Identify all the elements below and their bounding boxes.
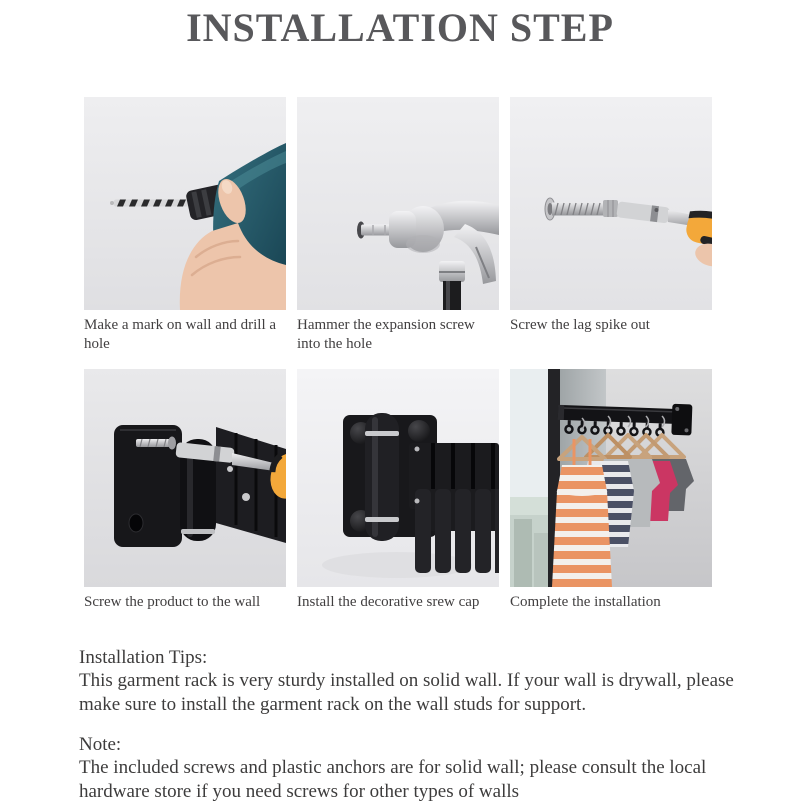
step-5-caption: Install the decorative srew cap bbox=[297, 594, 480, 610]
window bbox=[510, 369, 560, 587]
step-3-caption: Screw the lag spike out bbox=[510, 317, 650, 333]
step-2-caption: Hammer the expansion screw into the hole bbox=[297, 317, 475, 352]
hinge-icon bbox=[365, 413, 399, 541]
step-4-photo bbox=[84, 369, 286, 587]
note-body: The included screws and plastic anchors are for solid wall; please consult the local hardware store if you need screws for other types of walls bbox=[79, 757, 707, 802]
step-4-caption: Screw the product to the wall bbox=[84, 594, 261, 610]
step-6-caption: Complete the installation bbox=[510, 594, 661, 610]
step-5 bbox=[297, 369, 499, 646]
screwdriver-lag-spike-illustration bbox=[510, 97, 712, 310]
step-6-photo bbox=[510, 369, 712, 587]
hammer-expansion-screw-illustration bbox=[297, 97, 499, 310]
tips-heading: Installation Tips: bbox=[79, 647, 208, 668]
tips-body: This garment rack is very sturdy installed on solid wall. If your wall is drywall, please make sure to install the garment rack on the wall studs for support. bbox=[79, 670, 734, 715]
page-title: INSTALLATION STEP bbox=[186, 5, 614, 50]
screwing-bracket-illustration bbox=[84, 369, 286, 587]
hand-drilling-wall-illustration bbox=[84, 97, 286, 310]
note-heading: Note: bbox=[79, 734, 122, 755]
step-3 bbox=[510, 97, 712, 369]
installation-tips bbox=[79, 646, 739, 716]
step-4 bbox=[84, 369, 286, 646]
step-2 bbox=[297, 97, 499, 369]
step-2-photo bbox=[297, 97, 499, 310]
step-5-photo bbox=[297, 369, 499, 587]
step-6 bbox=[510, 369, 712, 646]
step-1 bbox=[84, 97, 286, 369]
step-1-photo bbox=[84, 97, 286, 310]
note-section bbox=[79, 733, 739, 803]
installed-rack-illustration bbox=[510, 369, 712, 587]
drill-bit-icon bbox=[114, 200, 189, 207]
step-3-photo bbox=[510, 97, 712, 310]
decorative-cap-illustration bbox=[297, 369, 499, 587]
steps-grid bbox=[84, 97, 716, 646]
step-1-caption: Make a mark on wall and drill a hole bbox=[84, 317, 277, 352]
